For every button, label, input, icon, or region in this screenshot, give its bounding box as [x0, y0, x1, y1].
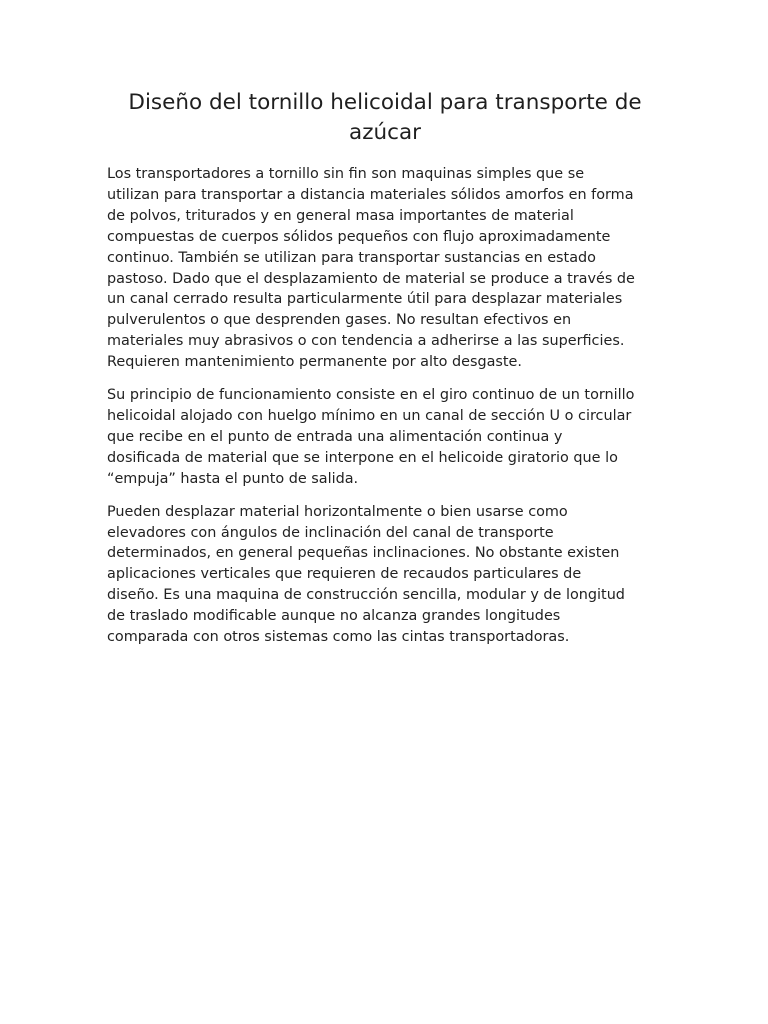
- paragraph-intro: Los transportadores a tornillo sin fin son maquinas simples que se utilizan para transportar a distancia materiales sólidos amorfos en forma de polvos, triturados y en general masa importantes de material compuestas de cuerpos sólidos pequeños con flujo aproximadamente continuo. También se utilizan para transportar sustancias en estado pastoso. Dado que el desplazamiento de material se produce a través de un canal cerrado resulta particularmente útil para desplazar materiales pulverulentos o que desprenden gases. No resultan efectivos en materiales muy abrasivos o con tendencia a adherirse a las superficies. Requieren mantenimiento permanente por alto desgaste.: [107, 166, 635, 371]
- paragraph-applications: Pueden desplazar material horizontalmente o bien usarse como elevadores con ángulos de inclinación del canal de transporte determinados, en general pequeñas inclinaciones. No obstante existen aplicaciones verticales que requieren de recaudos particulares de diseño. Es una maquina de construcción sencilla, modular y de longitud de traslado modificable aunque no alcanza grandes longitudes comparada con otros sistemas como las cintas transportadoras.: [107, 503, 625, 646]
- document-title: Diseño del tornillo helicoidal para transporte de azúcar: [128, 90, 642, 145]
- document-body: [107, 164, 663, 660]
- paragraph-principle: Su principio de funcionamiento consiste en el giro continuo de un tornillo helicoidal alojado con huelgo mínimo en un canal de sección U o circular que recibe en el punto de entrada una alimentación continua y dosificada de material que se interpone en el helicoide giratorio que lo “empuja” hasta el punto de salida.: [107, 387, 635, 487]
